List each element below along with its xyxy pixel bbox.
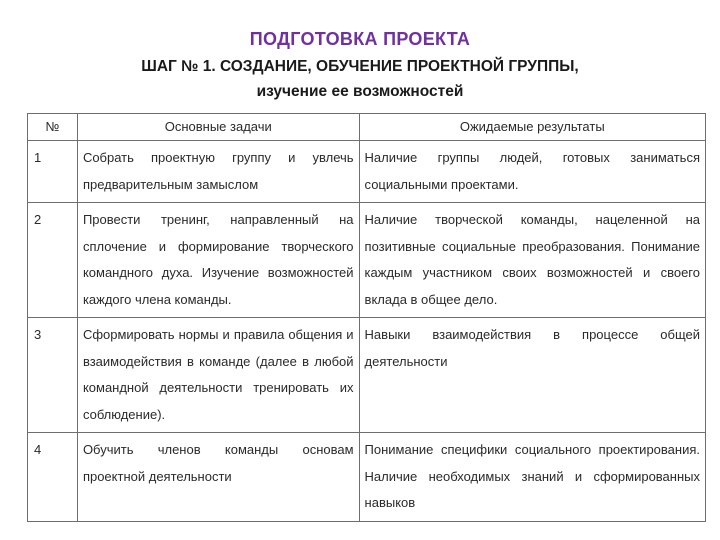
table-header-row: [28, 114, 706, 141]
tasks-table: [27, 113, 706, 522]
row-number: 1: [28, 141, 78, 203]
table-row: [28, 203, 706, 318]
column-header-tasks: Основные задачи: [77, 114, 359, 141]
table-row: [28, 141, 706, 203]
column-header-results: Ожидаемые результаты: [359, 114, 705, 141]
result-cell: Навыки взаимодействия в процессе общей деятельности: [359, 318, 705, 433]
step-subheading: изучение ее возможностей: [256, 83, 464, 100]
page-title: ПОДГОТОВКА ПРОЕКТА: [249, 29, 471, 49]
result-cell: Наличие творческой команды, нацеленной на позитивные социальные преобразования. Понимание каждым участником своих возможностей и своего вклада в общее дело.: [359, 203, 705, 318]
task-cell: Обучить членов команды основам проектной деятельности: [77, 433, 359, 522]
table-row: [28, 433, 706, 522]
result-cell: Понимание специфики социального проектирования. Наличие необходимых знаний и сформированных навыков: [359, 433, 705, 522]
task-cell: Сформировать нормы и правила общения и взаимодействия в команде (далее в любой командной деятельности тренировать их соблюдение).: [77, 318, 359, 433]
task-cell: Собрать проектную группу и увлечь предварительным замыслом: [77, 141, 359, 203]
task-cell: Провести тренинг, направленный на сплочение и формирование творческого командного духа. Изучение возможностей каждого члена команды.: [77, 203, 359, 318]
result-cell: Наличие группы людей, готовых заниматься социальными проектами.: [359, 141, 705, 203]
step-heading: ШАГ № 1. СОЗДАНИЕ, ОБУЧЕНИЕ ПРОЕКТНОЙ ГРУППЫ,: [141, 58, 579, 75]
row-number: 3: [28, 318, 78, 433]
column-header-number: №: [28, 114, 78, 141]
table-row: [28, 318, 706, 433]
row-number: 2: [28, 203, 78, 318]
row-number: 4: [28, 433, 78, 522]
